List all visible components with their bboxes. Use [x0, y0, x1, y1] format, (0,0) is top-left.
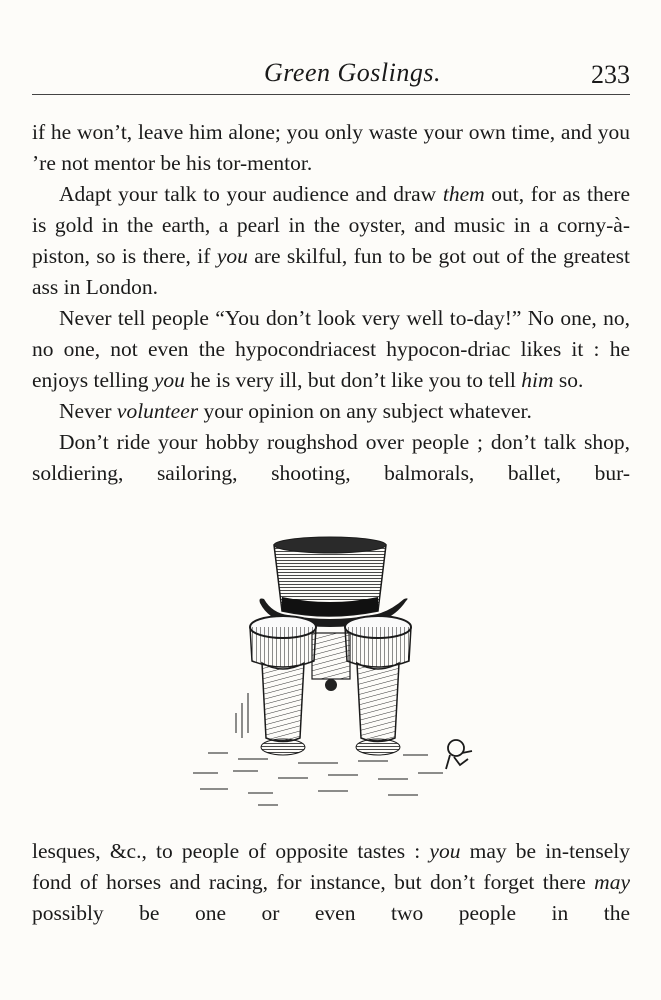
italic-text: you — [216, 244, 248, 268]
text-run: Adapt your talk to your audience and draw — [59, 182, 443, 206]
paragraph — [32, 427, 630, 489]
top-hat-on-opera-glasses-illustration — [188, 533, 488, 813]
text-run: out, for as there is gold in the earth, a pearl in the oyster, and music in a corny-à-piston, so is there, if — [32, 182, 631, 268]
monogram-signature — [446, 740, 472, 769]
text-run: Never tell people “You don’t look very well to-day!” No one, no, no one, not even the hypocondriacest hypocon-driac likes it : he enjoys telling — [32, 306, 630, 392]
text-run: he is very ill, but don’t like you to tell — [184, 368, 522, 392]
body-text-bottom — [32, 836, 630, 929]
text-run: lesques, &c., to people of opposite tastes : — [32, 839, 430, 863]
text-run: may be in-tensely fond of horses and racing, for instance, but don’t forget there — [32, 839, 630, 894]
text-run: your opinion on any subject whatever. — [198, 399, 532, 423]
paragraph — [32, 179, 630, 303]
italic-text: you — [429, 839, 461, 863]
italic-text: them — [442, 182, 485, 206]
text-run: if he won’t, leave him alone; you only waste your own time, and you ’re not mentor be his tor-mentor. — [32, 120, 630, 175]
text-run: Never — [59, 399, 117, 423]
italic-text: volunteer — [116, 399, 199, 423]
running-title: Green Goslings. — [264, 58, 441, 87]
text-run: are skilful, fun to be got out of the greatest ass in London. — [32, 244, 630, 299]
italic-text: you — [153, 368, 185, 392]
body-text-top — [32, 117, 630, 489]
italic-text: may — [594, 870, 630, 894]
text-run: so. — [553, 368, 584, 392]
paragraph — [32, 396, 630, 427]
page-number: 233 — [591, 60, 630, 89]
opera-glasses — [236, 616, 411, 755]
italic-text: him — [521, 368, 554, 392]
paragraph — [32, 117, 630, 179]
hat-crown — [274, 537, 386, 616]
text-run: Don’t ride your hobby roughshod over people ; don’t talk shop, soldiering, sailoring, shooting, balmorals, ballet, bur- — [32, 430, 630, 485]
ground-lines — [193, 753, 443, 805]
paragraph — [32, 836, 630, 929]
running-header — [32, 58, 630, 98]
header-rule — [32, 94, 630, 95]
text-run: possibly be one or even two people in the — [32, 901, 630, 925]
paragraph — [32, 303, 630, 396]
